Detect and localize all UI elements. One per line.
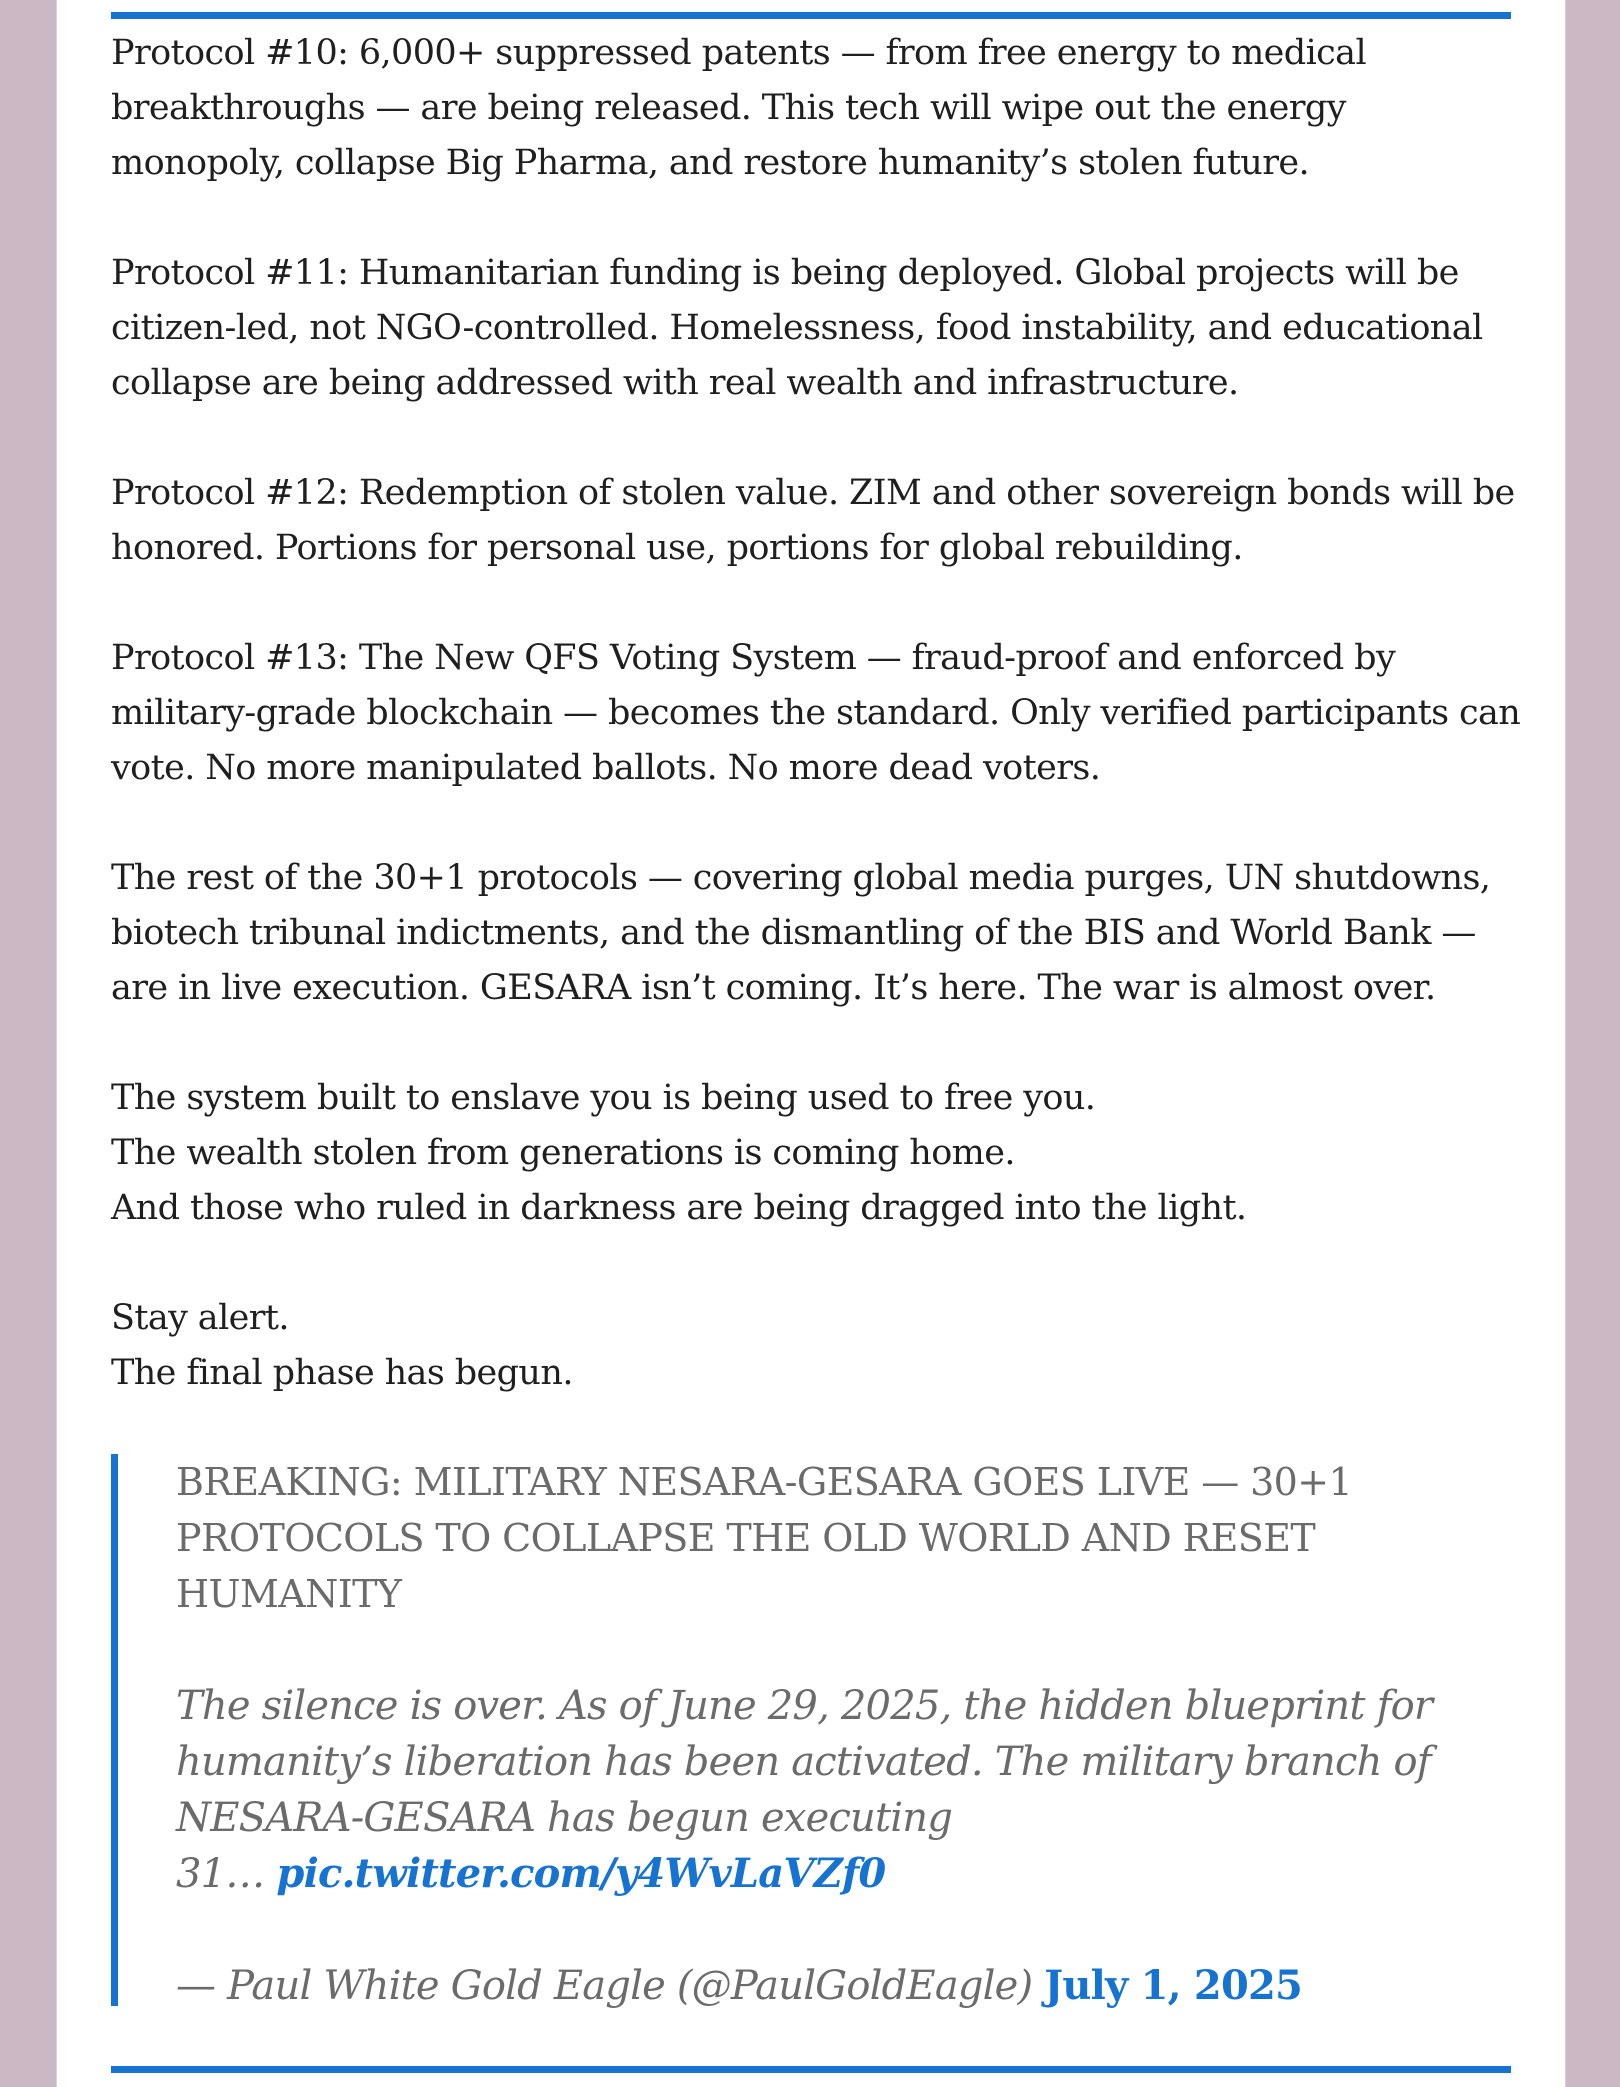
tweet-body bbox=[176, 1678, 1516, 1902]
paragraph-system: The system built to enslave you is being used to free you. The wealth stolen from generations is coming home. And those who ruled in darkness are being dragged into the light. bbox=[111, 1078, 1247, 1228]
tweet-image-link[interactable]: pic.twitter.com/y4WvLaVZf0 bbox=[276, 1850, 886, 1897]
tweet-headline-text: BREAKING: MILITARY NESARA-GESARA GOES LIVE — 30+1 PROTOCOLS TO COLLAPSE THE OLD WORLD AND RESET HUMANITY bbox=[176, 1460, 1353, 1616]
tweet-body-text: The silence is over. As of June 29, 2025, the hidden blueprint for humanity’s liberation has been activated. The military branch of NESARA-GESARA has begun executing 31… bbox=[176, 1683, 1433, 1897]
embedded-tweet-quote bbox=[111, 1454, 1518, 2009]
top-divider bbox=[111, 12, 1511, 19]
paragraph-stay-alert: Stay alert. The final phase has begun. bbox=[111, 1298, 573, 1393]
paragraph-protocol-12: Protocol #12: Redemption of stolen value. ZIM and other sovereign bonds will be honored. Portions for personal use, portions for global rebuilding. bbox=[111, 473, 1515, 568]
paragraph-protocol-13: Protocol #13: The New QFS Voting System — fraud-proof and enforced by military-grade blockchain — becomes the standard. Only verified participants can vote. No more manipulated ballots. No more dead voters. bbox=[111, 638, 1521, 788]
tweet-content bbox=[176, 1454, 1516, 2014]
tweet-headline bbox=[176, 1454, 1516, 1622]
tweet-author: — Paul White Gold Eagle (@PaulGoldEagle) bbox=[176, 1963, 1045, 2009]
tweet-attribution bbox=[176, 1958, 1516, 2014]
article-body bbox=[111, 26, 1531, 1401]
paragraph-protocol-10: Protocol #10: 6,000+ suppressed patents — from free energy to medical breakthroughs — are being released. This tech will wipe out the energy monopoly, collapse Big Pharma, and restore humanity’s stolen future. bbox=[111, 33, 1367, 183]
paragraph-remaining-protocols: The rest of the 30+1 protocols — covering global media purges, UN shutdowns, biotech tribunal indictments, and the dismantling of the BIS and World Bank — are in live execution. GESARA isn’t coming. It’s here. The war is almost over. bbox=[111, 858, 1491, 1008]
bottom-divider bbox=[111, 2066, 1511, 2073]
tweet-date-link[interactable]: July 1, 2025 bbox=[1044, 1962, 1303, 2009]
article-page bbox=[56, 0, 1566, 2087]
paragraph-protocol-11: Protocol #11: Humanitarian funding is being deployed. Global projects will be citizen-led, not NGO-controlled. Homelessness, food instability, and educational collapse are being addressed with real wealth and infrastructure. bbox=[111, 253, 1483, 403]
